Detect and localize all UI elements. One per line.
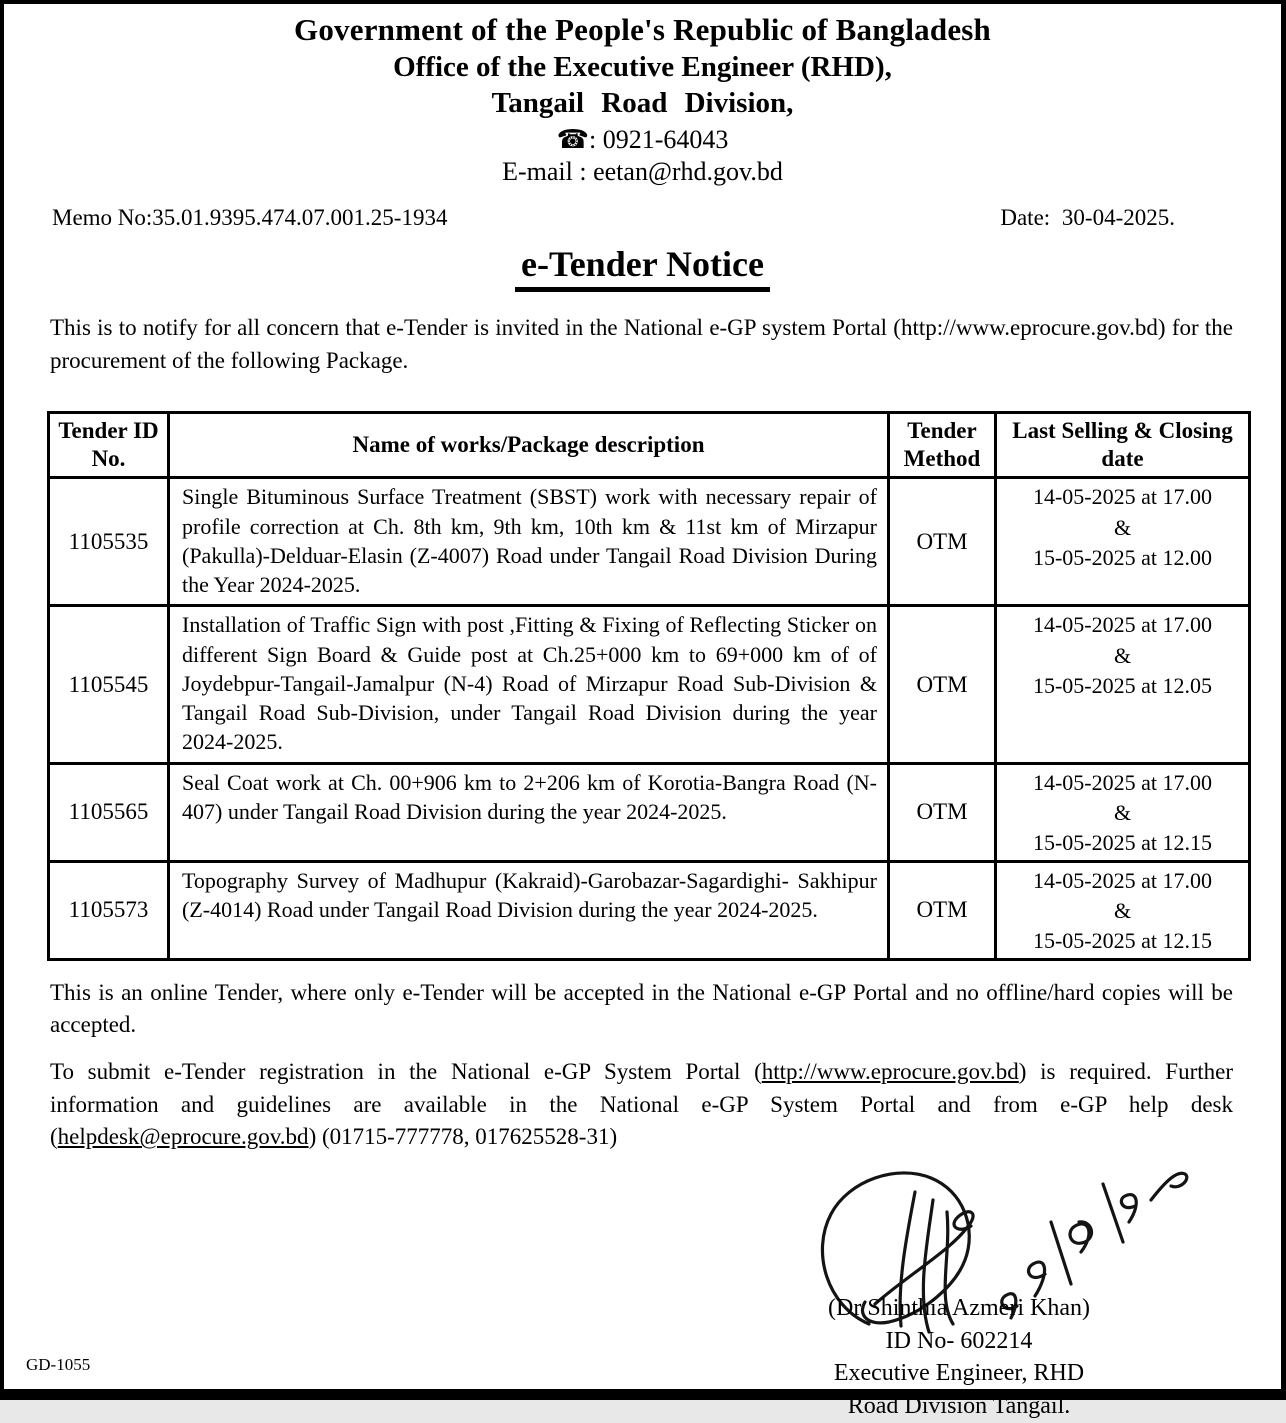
col-header-description: Name of works/Package description	[169, 413, 889, 478]
phone-number: : 0921-64043	[589, 125, 729, 154]
office-name: Office of the Executive Engineer (RHD),	[393, 51, 892, 83]
selling-date: 14-05-2025 at 17.00	[1032, 867, 1213, 893]
work-description: Seal Coat work at Ch. 00+906 km to 2+206 km of Korotia-Bangra Road (N-407) under Tangail Road Division during the year 2024-2025.	[169, 763, 889, 861]
table-header-row	[49, 413, 1250, 478]
work-description: Topography Survey of Madhupur (Kakraid)-Garobazar-Sagardighi- Sakhipur (Z-4014) Road under Tangail Road Division during the year 2024-2025.	[169, 861, 889, 959]
tender-id: 1105573	[49, 861, 169, 959]
tender-method: OTM	[889, 606, 996, 763]
registration-note-part3: ) (01715-777778, 017625528-31)	[308, 1124, 618, 1150]
closing-date: 15-05-2025 at 12.05	[1032, 673, 1213, 699]
col-header-method: Tender Method	[889, 413, 996, 478]
page-title: e-Tender Notice	[515, 243, 770, 292]
title-wrap	[4, 243, 1281, 292]
selling-closing-dates	[996, 763, 1250, 861]
closing-date: 15-05-2025 at 12.15	[1032, 830, 1213, 856]
registration-note-part2: ) is required. Further information and guidelines are available in the National e-GP System Portal and from e-GP help desk (	[50, 1059, 1233, 1150]
letterhead	[4, 4, 1281, 187]
email-line: E-mail : eetan@rhd.gov.bd	[502, 157, 783, 186]
table-row	[49, 606, 1250, 763]
phone-line	[4, 125, 1281, 155]
col-header-dates: Last Selling & Closing date	[996, 413, 1250, 478]
registration-note-part1: To submit e-Tender registration in the National e-GP System Portal (	[50, 1059, 762, 1085]
work-description: Installation of Traffic Sign with post ,Fitting & Fixing of Reflecting Sticker on different Sign Board & Guide post at Ch.25+000 km to 69+000 km of of Joydebpur-Tangail-Jamalpur (N-4) Road of Mirzapur Road Sub-Division & Tangail Road Sub-Division, under Tangail Road Division during the year 2024-2025.	[169, 606, 889, 763]
tender-method: OTM	[889, 478, 996, 606]
selling-closing-dates	[996, 861, 1250, 959]
closing-date: 15-05-2025 at 12.15	[1032, 928, 1213, 954]
work-description: Single Bituminous Surface Treatment (SBST) work with necessary repair of profile correction at Ch. 8th km, 9th km, 10th km & 11st km of Mirzapur (Pakulla)-Delduar-Elasin (Z-4007) Road under Tangail Road Division During the Year 2024-2025.	[169, 478, 889, 606]
tender-table	[47, 411, 1251, 961]
gd-code: GD-1055	[26, 1355, 91, 1374]
tender-id: 1105545	[49, 606, 169, 763]
signatory-designation: Executive Engineer, RHD	[833, 1360, 1085, 1387]
selling-closing-dates	[996, 478, 1250, 606]
selling-date: 14-05-2025 at 17.00	[1032, 769, 1213, 795]
division-name: Tangail Road Division,	[491, 87, 794, 119]
tender-id: 1105565	[49, 763, 169, 861]
table-row	[49, 763, 1250, 861]
selling-closing-dates	[996, 606, 1250, 763]
table-row	[49, 861, 1250, 959]
col-header-tender-id: Tender ID No.	[49, 413, 169, 478]
selling-date: 14-05-2025 at 17.00	[1032, 612, 1213, 638]
signature-block	[719, 1156, 1199, 1423]
eprocure-url: http://www.eprocure.gov.bd	[761, 1059, 1019, 1085]
signatory-id: ID No- 602214	[885, 1327, 1033, 1354]
telephone-icon: ☎	[556, 125, 589, 154]
government-name: Government of the People's Republic of Bangladesh	[294, 12, 991, 47]
closing-date: 15-05-2025 at 12.00	[1032, 545, 1213, 571]
table-row	[49, 478, 1250, 606]
tender-method: OTM	[889, 861, 996, 959]
memo-date: Date: 30-04-2025.	[1000, 205, 1175, 230]
date-separator: &	[1113, 898, 1132, 924]
tender-method: OTM	[889, 763, 996, 861]
tender-id: 1105535	[49, 478, 169, 606]
signatory-office: Road Division Tangail.	[847, 1392, 1071, 1419]
registration-note	[50, 1056, 1233, 1154]
memo-row	[4, 205, 1281, 231]
helpdesk-email: helpdesk@eprocure.gov.bd	[57, 1124, 309, 1150]
intro-paragraph: This is to notify for all concern that e-Tender is invited in the National e-GP system Portal (http://www.eprocure.gov.bd) for the procurement of the following Package.	[50, 315, 1233, 373]
selling-date: 14-05-2025 at 17.00	[1032, 484, 1213, 510]
date-separator: &	[1113, 800, 1132, 826]
date-separator: &	[1113, 514, 1132, 540]
online-tender-note: This is an online Tender, where only e-Tender will be accepted in the National e-GP Portal and no offline/hard copies will be accepted.	[50, 979, 1233, 1038]
signatory-name: (Dr Shinthia Azmeri Khan)	[828, 1295, 1090, 1322]
date-separator: &	[1113, 642, 1132, 668]
memo-number: Memo No:35.01.9395.474.07.001.25-1934	[52, 205, 448, 230]
